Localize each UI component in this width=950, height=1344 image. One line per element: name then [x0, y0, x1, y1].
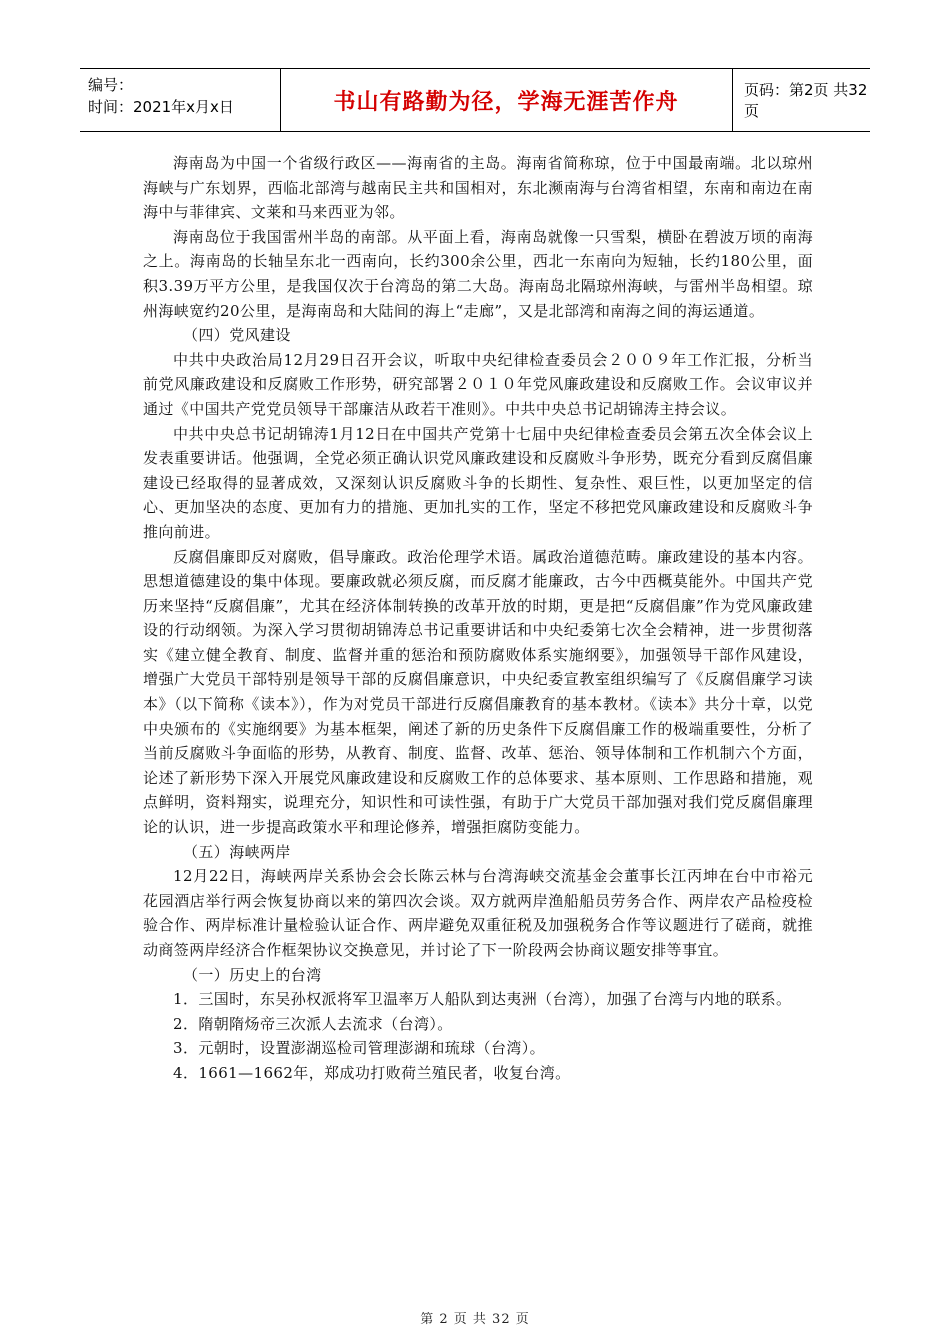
paragraph: 中共中央政治局12月29日召开会议，听取中央纪律检查委员会２００９年工作汇报，分析当前党风廉政建设和反腐败工作形势，研究部署２０１０年党风廉政建设和反腐败工作。会议审议并通过《中国共产党党员领导干部廉洁从政若干准则》。中共中央总书记胡锦涛主持会议。: [143, 350, 813, 418]
section-heading: （四）党风建设: [183, 326, 291, 345]
document-body: [143, 151, 813, 1086]
paragraph: 海南岛为中国一个省级行政区——海南省的主岛。海南省简称琼，位于中国最南端。北以琼州海峡与广东划界，西临北部湾与越南民主共和国相对，东北濒南海与台湾省相望，东南和南边在南海中与菲律宾、文莱和马来西亚为邻。: [143, 154, 813, 222]
header-meta: [88, 74, 234, 118]
paragraph: 反腐倡廉即反对腐败，倡导廉政。政治伦理学术语。属政治道德范畴。廉政建设的基本内容。思想道德建设的集中体现。要廉政就必须反腐，而反腐才能廉政，古今中西概莫能外。中国共产党历来坚持“反腐倡廉”，尤其在经济体制转换的改革开放的时期，更是把“反腐倡廉”作为党风廉政建设的行动纲领。为深入学习贯彻胡锦涛总书记重要讲话和中央纪委第七次全会精神，进一步贯彻落实《建立健全教育、制度、监督并重的惩治和预防腐败体系实施纲要》，加强领导干部作风建设，增强广大党员干部特别是领导干部的反腐倡廉意识，中央纪委宣教室组织编写了《反腐倡廉学习读本》（以下简称《读本》），作为对党员干部进行反腐倡廉教育的基本教材。《读本》共分十章，以党中央颁布的《实施纲要》为基本框架，阐述了新的历史条件下反腐倡廉工作的极端重要性，分析了当前反腐败斗争面临的形势，从教育、制度、监督、改革、惩治、领导体制和工作机制六个方面，论述了新形势下深入开展党风廉政建设和反腐败工作的总体要求、基本原则、工作思路和措施，观点鲜明，资料翔实，说理充分，知识性和可读性强，有助于广大党员干部加强对我们党反腐倡廉理论的认识，进一步提高政策水平和理论修养，增强拒腐防变能力。: [143, 547, 813, 837]
paragraph: 12月22日，海峡两岸关系协会会长陈云林与台湾海峡交流基金会董事长江丙坤在台中市裕元花园酒店举行两会恢复协商以来的第四次会谈。双方就两岸渔船船员劳务合作、两岸农产品检疫检验合作、两岸标准计量检验认证合作、两岸避免双重征税及加强税务合作等议题进行了磋商，就推动商签两岸经济合作框架协议交换意见，并讨论了下一阶段两会协商议题安排等事宜。: [143, 867, 813, 959]
paragraph: 海南岛位于我国雷州半岛的南部。从平面上看，海南岛就像一只雪梨，横卧在碧波万顷的南海之上。海南岛的长轴呈东北一西南向，长约300余公里，西北一东南向为短轴，长约180公里，面积3.39万平方公里，是我国仅次于台湾岛的第二大岛。海南岛北隔琼州海峡，与雷州半岛相望。琼州海峡宽约20公里，是海南岛和大陆间的海上“走廊”，又是北部湾和南海之间的海运通道。: [143, 227, 813, 320]
list-item: 2．隋朝隋炀帝三次派人去流求（台湾）。: [173, 1014, 453, 1033]
list-item: 1．三国时，东吴孙权派将军卫温率万人船队到达夷洲（台湾），加强了台湾与内地的联系。: [173, 990, 792, 1009]
page-header: [80, 68, 870, 132]
paragraph: 中共中央总书记胡锦涛1月12日在中国共产党第十七届中央纪律检查委员会第五次全体会议上发表重要讲话。他强调，全党必须正确认识党风廉政建设和反腐败斗争形势，既充分看到反腐倡廉建设已经取得的显著成效，又深刻认识反腐败斗争的长期性、复杂性、艰巨性，以更加坚定的信心、更加坚决的态度、更加有力的措施、更加扎实的工作，坚定不移把党风廉政建设和反腐败斗争推向前进。: [143, 424, 813, 541]
list-item: 4．1661—1662年，郑成功打败荷兰殖民者，收复台湾。: [173, 1063, 571, 1082]
header-divider-right: [732, 69, 733, 131]
list-item: 3．元朝时，设置澎湖巡检司管理澎湖和琉球（台湾）。: [173, 1039, 546, 1058]
page-footer: 第 2 页 共 32 页: [420, 1312, 530, 1327]
header-motto: 书山有路勤为径，学海无涯苦作舟: [333, 89, 679, 115]
date-label: 时间：2021年x月x日: [88, 98, 234, 116]
header-page-info: 页码：第2页 共32页: [744, 81, 868, 120]
section-heading: （一）历史上的台湾: [183, 965, 322, 984]
section-heading: （五）海峡两岸: [183, 842, 291, 861]
doc-number-label: 编号：: [88, 76, 134, 94]
